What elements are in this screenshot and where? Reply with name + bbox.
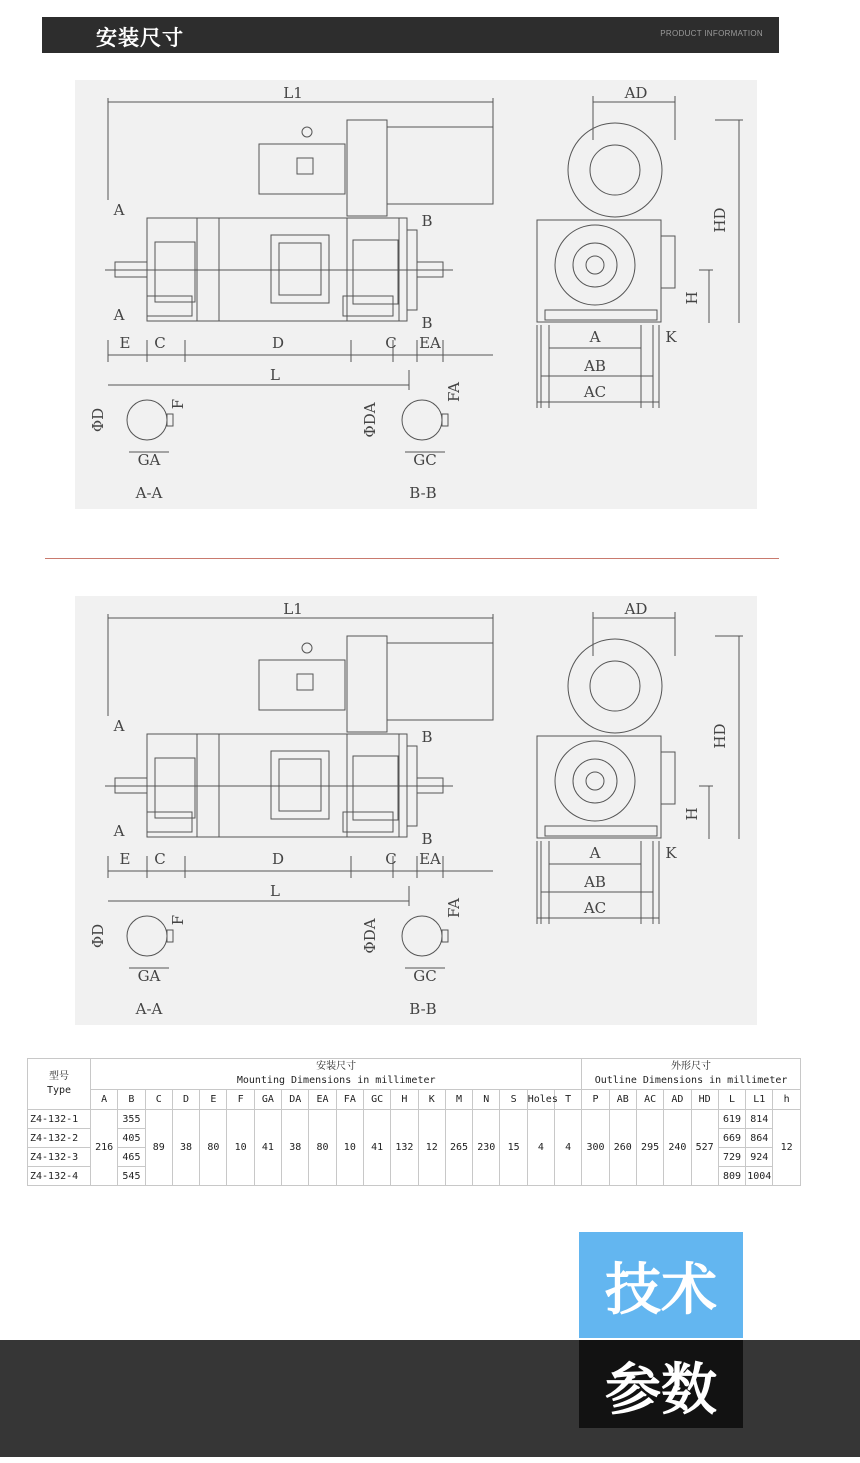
column-header-h: H — [391, 1089, 418, 1109]
type-cell: Z4-132-3 — [28, 1148, 91, 1167]
label-H: H — [683, 291, 701, 305]
mounting-header — [91, 1059, 582, 1090]
label-B: B — [421, 314, 433, 332]
cell-l: 809 — [718, 1167, 745, 1186]
cell-b: 405 — [118, 1129, 145, 1148]
cell-h: 12 — [773, 1110, 800, 1186]
cell-k: 12 — [418, 1110, 445, 1186]
cell-e: 80 — [200, 1110, 227, 1186]
column-header-s: S — [500, 1089, 527, 1109]
label-B: B — [421, 830, 433, 848]
lifting-eye — [302, 127, 312, 137]
label-EA: EA — [419, 334, 441, 352]
label-E: E — [119, 850, 131, 868]
key-a — [167, 930, 173, 942]
section-header — [42, 17, 779, 53]
cell-b: 355 — [118, 1110, 145, 1129]
column-header-d: D — [172, 1089, 199, 1109]
label-C: C — [385, 334, 397, 352]
table-body — [28, 1110, 801, 1186]
cell-fa: 10 — [336, 1110, 363, 1186]
cell-l1: 1004 — [746, 1167, 773, 1186]
shaft-end — [586, 772, 604, 790]
column-header-row — [28, 1089, 801, 1109]
terminal-window-inner — [279, 759, 321, 811]
label-L: L — [270, 882, 280, 900]
cell-holes: 4 — [527, 1110, 554, 1186]
column-header-a: A — [91, 1089, 118, 1109]
label-HD: HD — [711, 207, 729, 233]
label-K: K — [665, 328, 677, 346]
feet-end — [545, 310, 657, 320]
label-AD: AD — [624, 600, 648, 618]
cell-l: 669 — [718, 1129, 745, 1148]
cell-a: 216 — [91, 1110, 118, 1186]
column-header-ad: AD — [664, 1089, 691, 1109]
terminal-window — [271, 751, 329, 819]
label-FA: FA — [445, 382, 463, 402]
drawing-labels — [89, 600, 729, 1018]
lifting-eye — [302, 643, 312, 653]
label-A: A — [113, 822, 125, 840]
label-phiDA: ΦDA — [361, 918, 379, 954]
cell-l1: 864 — [746, 1129, 773, 1148]
cell-ac: 295 — [636, 1110, 663, 1186]
type-header-cn: 型号 — [49, 1071, 69, 1082]
column-header-l: L — [718, 1089, 745, 1109]
shaft-end — [586, 256, 604, 274]
label-E: E — [119, 334, 131, 352]
terminal-box — [297, 158, 313, 174]
key-b — [442, 414, 448, 426]
cell-n: 230 — [473, 1110, 500, 1186]
cell-ad: 240 — [664, 1110, 691, 1186]
terminal-window — [271, 235, 329, 303]
label-GA: GA — [137, 451, 161, 469]
cell-p: 300 — [582, 1110, 609, 1186]
drawing-lines — [105, 612, 743, 968]
end-cover-right — [353, 240, 398, 304]
column-header-e: E — [200, 1089, 227, 1109]
label-F: F — [169, 914, 187, 926]
cell-ea: 80 — [309, 1110, 336, 1186]
cell-da: 38 — [282, 1110, 309, 1186]
terminal-box-end — [661, 236, 675, 288]
fan-motor — [259, 660, 345, 710]
column-header-ga: GA — [254, 1089, 281, 1109]
bearing-cap — [573, 243, 617, 287]
label-B: B — [421, 212, 433, 230]
section-subtitle: PRODUCT INFORMATION — [660, 29, 763, 38]
column-header-m: M — [445, 1089, 472, 1109]
label-L1: L1 — [283, 84, 303, 102]
column-header-c: C — [145, 1089, 172, 1109]
column-header-b: B — [118, 1089, 145, 1109]
dimension-table — [27, 1058, 801, 1186]
label-AC: AC — [583, 899, 607, 917]
drawing-lines — [105, 96, 743, 452]
fan-motor — [259, 144, 345, 194]
label-A: A — [589, 328, 601, 346]
cell-ga: 41 — [254, 1110, 281, 1186]
column-header-fa: FA — [336, 1089, 363, 1109]
end-cover-left — [155, 242, 195, 302]
bearing-cap — [573, 759, 617, 803]
column-header-gc: GC — [363, 1089, 390, 1109]
type-cell: Z4-132-4 — [28, 1167, 91, 1186]
feet-end — [545, 826, 657, 836]
cell-ab: 260 — [609, 1110, 636, 1186]
blower-duct — [387, 643, 493, 720]
motor-drawing-svg — [75, 80, 757, 509]
cell-l: 619 — [718, 1110, 745, 1129]
drawing-labels — [89, 84, 729, 502]
column-header-da: DA — [282, 1089, 309, 1109]
column-header-h: h — [773, 1089, 800, 1109]
label-F: F — [169, 398, 187, 410]
cell-h: 132 — [391, 1110, 418, 1186]
blower-end — [568, 639, 662, 733]
cell-d: 38 — [172, 1110, 199, 1186]
label-AA: A-A — [135, 484, 163, 502]
label-AA: A-A — [135, 1000, 163, 1018]
column-header-p: P — [582, 1089, 609, 1109]
cell-s: 15 — [500, 1110, 527, 1186]
table-row — [28, 1110, 801, 1129]
tech-badge-text: 技术 — [605, 1258, 717, 1323]
blower-duct — [387, 127, 493, 204]
shaft-section-a — [127, 400, 167, 440]
column-header-n: N — [473, 1089, 500, 1109]
label-H: H — [683, 807, 701, 821]
label-C: C — [154, 850, 166, 868]
blower-inner — [590, 145, 640, 195]
key-a — [167, 414, 173, 426]
param-badge — [579, 1340, 743, 1428]
column-header-k: K — [418, 1089, 445, 1109]
label-A: A — [113, 201, 125, 219]
label-phiD: ΦD — [89, 407, 107, 433]
column-header-hd: HD — [691, 1089, 718, 1109]
cell-b: 545 — [118, 1167, 145, 1186]
type-header-en: Type — [46, 1085, 72, 1096]
mounting-header-en: Mounting Dimensions in millimeter — [236, 1074, 436, 1086]
label-AB: AB — [584, 873, 606, 891]
label-L1: L1 — [283, 600, 303, 618]
blower-inner — [590, 661, 640, 711]
cell-m: 265 — [445, 1110, 472, 1186]
label-phiDA: ΦDA — [361, 402, 379, 438]
end-bell — [555, 741, 635, 821]
column-header-l1: L1 — [746, 1089, 773, 1109]
label-A: A — [589, 844, 601, 862]
column-header-ab: AB — [609, 1089, 636, 1109]
label-AD: AD — [624, 84, 648, 102]
cell-l1: 814 — [746, 1110, 773, 1129]
label-BB: B-B — [409, 484, 437, 502]
column-header-ac: AC — [636, 1089, 663, 1109]
label-AC: AC — [583, 383, 607, 401]
outline-header-en: Outline Dimensions in millimeter — [594, 1074, 788, 1086]
label-FA: FA — [445, 898, 463, 918]
tech-badge — [579, 1232, 743, 1338]
foot-left — [147, 296, 192, 316]
label-BB: B-B — [409, 1000, 437, 1018]
shaft-section-b — [402, 916, 442, 956]
outline-header — [582, 1059, 800, 1090]
motor-drawing-svg — [75, 596, 757, 1025]
cell-c: 89 — [145, 1110, 172, 1186]
cell-l1: 924 — [746, 1148, 773, 1167]
label-C: C — [154, 334, 166, 352]
label-L: L — [270, 366, 280, 384]
terminal-box — [297, 674, 313, 690]
divider-line — [45, 558, 779, 559]
column-header-f: F — [227, 1089, 254, 1109]
end-cover-right — [353, 756, 398, 820]
cell-l: 729 — [718, 1148, 745, 1167]
type-header — [28, 1059, 91, 1110]
dimension-drawing-1 — [75, 80, 757, 509]
terminal-window-inner — [279, 243, 321, 295]
terminal-box-end — [661, 752, 675, 804]
column-header-ea: EA — [309, 1089, 336, 1109]
column-header-holes: Holes — [527, 1089, 554, 1109]
label-GC: GC — [413, 967, 437, 985]
cell-f: 10 — [227, 1110, 254, 1186]
blower-end — [568, 123, 662, 217]
key-b — [442, 930, 448, 942]
cell-t: 4 — [555, 1110, 582, 1186]
mounting-header-cn: 安装尺寸 — [316, 1060, 357, 1072]
section-title: 安装尺寸 — [96, 26, 184, 50]
label-AB: AB — [584, 357, 606, 375]
label-K: K — [665, 844, 677, 862]
shaft-section-b — [402, 400, 442, 440]
cell-hd: 527 — [691, 1110, 718, 1186]
label-A: A — [113, 717, 125, 735]
label-D: D — [271, 850, 285, 868]
label-GA: GA — [137, 967, 161, 985]
label-GC: GC — [413, 451, 437, 469]
foot-right — [343, 812, 393, 832]
dimension-drawing-2 — [75, 596, 757, 1025]
blower-housing — [347, 636, 387, 732]
end-cover-left — [155, 758, 195, 818]
label-C: C — [385, 850, 397, 868]
param-badge-text: 参数 — [605, 1358, 717, 1423]
label-phiD: ΦD — [89, 923, 107, 949]
outline-header-cn: 外形尺寸 — [671, 1060, 712, 1072]
column-header-t: T — [555, 1089, 582, 1109]
type-cell: Z4-132-2 — [28, 1129, 91, 1148]
label-A: A — [113, 306, 125, 324]
end-bell — [555, 225, 635, 305]
cell-gc: 41 — [363, 1110, 390, 1186]
label-B: B — [421, 728, 433, 746]
type-cell: Z4-132-1 — [28, 1110, 91, 1129]
label-HD: HD — [711, 723, 729, 749]
cell-b: 465 — [118, 1148, 145, 1167]
label-D: D — [271, 334, 285, 352]
foot-right — [343, 296, 393, 316]
shaft-section-a — [127, 916, 167, 956]
foot-left — [147, 812, 192, 832]
label-EA: EA — [419, 850, 441, 868]
blower-housing — [347, 120, 387, 216]
